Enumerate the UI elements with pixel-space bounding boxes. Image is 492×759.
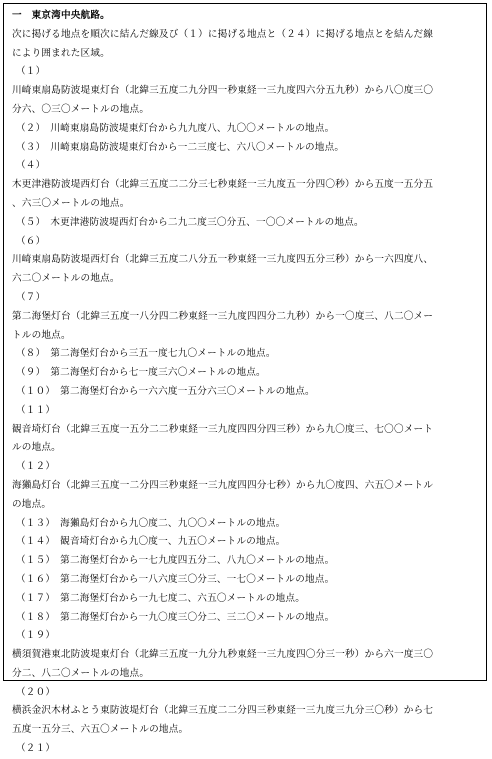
text-line: （５） 木更津港防波堤西灯台から二九二度三〇分五、一〇〇メートルの地点。 — [16, 216, 364, 228]
text-line: （８） 第二海堡灯台から三五一度七九〇メートルの地点。 — [16, 348, 276, 360]
item-number: （７） — [16, 291, 46, 303]
text-line: により囲まれた区域。 — [12, 47, 110, 59]
item-number: （４） — [16, 160, 46, 172]
text-line: 川崎東扇島防波堤西灯台（北緯三五度二八分五一秒東経一三九度四五分三秒）から一六四度八、 — [12, 254, 434, 266]
text-line: 横浜金沢木材ふとう東防波堤灯台（北緯三五度二二分四三秒東経一三九度三九分三〇秒）から七 — [12, 705, 434, 717]
text-line: 次に掲げる地点を順次に結んだ線及び（１）に掲げる地点と（２４）に掲げる地点とを結んだ線 — [12, 28, 434, 40]
text-line: 第二海堡灯台（北緯三五度一八分四二秒東経一三九度四四分二九秒）から一〇度三、八二〇メー — [12, 310, 434, 322]
item-number: （６） — [16, 235, 46, 247]
text-line: 六二〇メートルの地点。 — [12, 273, 120, 285]
text-line: （１８） 第二海堡灯台から一九〇度三〇分二、三二〇メートルの地点。 — [16, 611, 335, 623]
text-line: 五度一五分三、六五〇メートルの地点。 — [12, 724, 189, 736]
text-line: （１０） 第二海堡灯台から一六六度一五分六三〇メートルの地点。 — [16, 385, 315, 397]
text-line: （１５） 第二海堡灯台から一七九度四五分二、八九〇メートルの地点。 — [16, 555, 335, 567]
text-line: （１４） 観音埼灯台から九〇度一、九五〇メートルの地点。 — [16, 536, 286, 548]
section-heading: 一 東京湾中央航路。 — [12, 10, 110, 21]
text-line: （１７） 第二海堡灯台から一九七度二、六五〇メートルの地点。 — [16, 592, 306, 604]
text-line: （３） 川崎東扇島防波堤東灯台から一二三度七、六八〇メートルの地点。 — [16, 141, 345, 153]
item-number: （１１） — [16, 404, 56, 416]
item-number: （１９） — [16, 630, 56, 642]
item-number: （１２） — [16, 461, 56, 473]
text-line: トルの地点。 — [12, 329, 71, 341]
text-line: （９） 第二海堡灯台から七一度三六〇メートルの地点。 — [16, 367, 266, 379]
text-line: （１３） 海獺島灯台から九〇度二、九〇〇メートルの地点。 — [16, 517, 286, 529]
text-line: ルの地点。 — [12, 442, 61, 454]
item-number: （２１） — [16, 743, 56, 755]
text-line: 観音埼灯台（北緯三五度一五分二二秒東経一三九度四四分四三秒）から九〇度三、七〇〇メート — [12, 423, 434, 435]
item-number: （２０） — [16, 686, 56, 698]
text-line: 海獺島灯台（北緯三五度一二分四三秒東経一三九度四四分七秒）から九〇度四、六五〇メートル — [12, 479, 434, 491]
text-line: 分六、〇三〇メートルの地点。 — [12, 103, 150, 115]
text-line: 分二、八二〇メートルの地点。 — [12, 667, 150, 679]
text-line: 、六三〇メートルの地点。 — [12, 197, 130, 209]
text-line: 川崎東扇島防波堤東灯台（北緯三五度二九分四一秒東経一三九度四六分五九秒）から八〇度三〇 — [12, 85, 434, 97]
item-number: （１） — [16, 66, 46, 78]
text-line: 横須賀港東北防波堤東灯台（北緯三五度一九分九秒東経一三九度四〇分三一秒）から六一度三〇 — [12, 649, 434, 661]
text-line: （２） 川崎東扇島防波堤東灯台から九九度八、九〇〇メートルの地点。 — [16, 122, 335, 134]
document-body — [4, 4, 486, 759]
text-line: の地点。 — [12, 498, 52, 510]
text-line: （１６） 第二海堡灯台から一八六度三〇分三、一七〇メートルの地点。 — [16, 573, 335, 585]
text-line: 木更津港防波堤西灯台（北緯三五度二二分三七秒東経一三九度五一分四〇秒）から五度一五分五 — [12, 179, 434, 191]
document-frame — [3, 3, 487, 755]
